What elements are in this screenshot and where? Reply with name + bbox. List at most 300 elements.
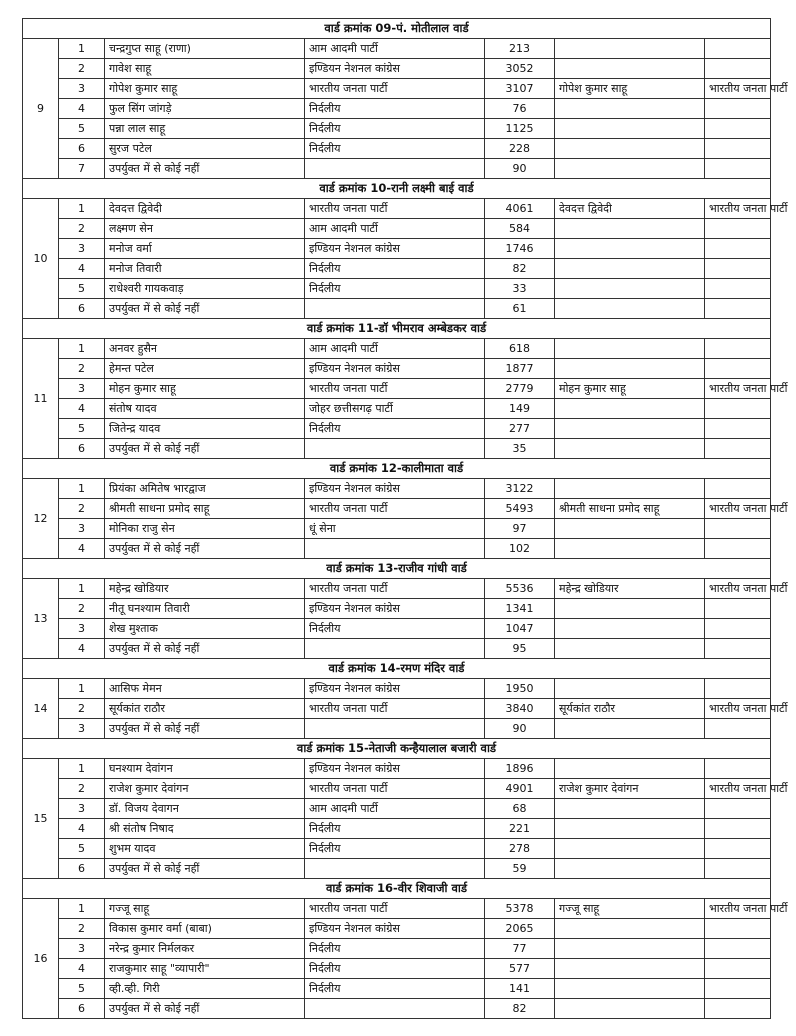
party-cell: [305, 639, 485, 659]
candidate-name-cell: लक्ष्मण सेन: [105, 219, 305, 239]
serial-number-cell: 1: [59, 39, 105, 59]
table-row: [23, 119, 771, 139]
table-row: [23, 899, 771, 919]
winner-party-cell: [705, 219, 771, 239]
candidate-name-cell: फुल सिंग जांगड़े: [105, 99, 305, 119]
winner-name-cell: [555, 859, 705, 879]
votes-cell: 577: [485, 959, 555, 979]
table-row: [23, 959, 771, 979]
serial-number-cell: 4: [59, 959, 105, 979]
winner-name-cell: [555, 279, 705, 299]
winner-party-cell: [705, 339, 771, 359]
winner-name-cell: [555, 439, 705, 459]
winner-name-cell: [555, 259, 705, 279]
winner-party-cell: [705, 359, 771, 379]
table-row: [23, 619, 771, 639]
party-cell: निर्दलीय: [305, 259, 485, 279]
ward-header-row: [23, 739, 771, 759]
ward-number: 10: [23, 199, 59, 319]
winner-name-cell: [555, 599, 705, 619]
candidate-name-cell: गोपेश कुमार साहू: [105, 79, 305, 99]
table-row: [23, 819, 771, 839]
serial-number-cell: 3: [59, 719, 105, 739]
party-cell: इण्डियन नेशनल कांग्रेस: [305, 239, 485, 259]
winner-party-cell: भारतीय जनता पार्टी: [705, 579, 771, 599]
winner-name-cell: [555, 479, 705, 499]
winner-name-cell: [555, 839, 705, 859]
winner-name-cell: राजेश कुमार देवांगन: [555, 779, 705, 799]
serial-number-cell: 5: [59, 419, 105, 439]
table-row: [23, 799, 771, 819]
votes-cell: 97: [485, 519, 555, 539]
votes-cell: 149: [485, 399, 555, 419]
table-row: [23, 39, 771, 59]
ward-number: 13: [23, 579, 59, 659]
winner-name-cell: सूर्यकांत राठौर: [555, 699, 705, 719]
winner-name-cell: [555, 39, 705, 59]
ward-header-row: [23, 459, 771, 479]
party-cell: इण्डियन नेशनल कांग्रेस: [305, 479, 485, 499]
party-cell: निर्दलीय: [305, 99, 485, 119]
winner-party-cell: [705, 119, 771, 139]
table-row: [23, 339, 771, 359]
votes-cell: 228: [485, 139, 555, 159]
winner-name-cell: [555, 299, 705, 319]
votes-cell: 4061: [485, 199, 555, 219]
winner-name-cell: [555, 619, 705, 639]
party-cell: निर्दलीय: [305, 959, 485, 979]
ward-title: वार्ड क्रमांक 11-डॉ भीमराव अम्बेडकर वार्ड: [23, 319, 771, 339]
table-row: [23, 159, 771, 179]
votes-cell: 5493: [485, 499, 555, 519]
serial-number-cell: 1: [59, 899, 105, 919]
ward-header-row: [23, 659, 771, 679]
winner-party-cell: [705, 399, 771, 419]
winner-party-cell: [705, 479, 771, 499]
party-cell: भारतीय जनता पार्टी: [305, 699, 485, 719]
candidate-name-cell: मोनिका राजु सेन: [105, 519, 305, 539]
winner-party-cell: [705, 259, 771, 279]
winner-party-cell: [705, 599, 771, 619]
votes-cell: 584: [485, 219, 555, 239]
candidate-name-cell: घनश्याम देवांगन: [105, 759, 305, 779]
party-cell: निर्दलीय: [305, 279, 485, 299]
table-row: [23, 839, 771, 859]
winner-name-cell: [555, 759, 705, 779]
serial-number-cell: 2: [59, 499, 105, 519]
table-row: [23, 779, 771, 799]
votes-cell: 1746: [485, 239, 555, 259]
table-row: [23, 279, 771, 299]
serial-number-cell: 5: [59, 839, 105, 859]
winner-party-cell: [705, 419, 771, 439]
candidate-name-cell: देवदत्त द्विवेदी: [105, 199, 305, 219]
winner-name-cell: [555, 239, 705, 259]
votes-cell: 76: [485, 99, 555, 119]
ward-title: वार्ड क्रमांक 16-वीर शिवाजी वार्ड: [23, 879, 771, 899]
serial-number-cell: 5: [59, 279, 105, 299]
ward-number: 12: [23, 479, 59, 559]
serial-number-cell: 1: [59, 339, 105, 359]
party-cell: धूं सेना: [305, 519, 485, 539]
serial-number-cell: 1: [59, 479, 105, 499]
votes-cell: 277: [485, 419, 555, 439]
ward-header-row: [23, 179, 771, 199]
winner-party-cell: [705, 799, 771, 819]
candidate-name-cell: महेन्द्र खोडियार: [105, 579, 305, 599]
table-row: [23, 599, 771, 619]
candidate-name-cell: संतोष यादव: [105, 399, 305, 419]
table-row: [23, 59, 771, 79]
votes-cell: 33: [485, 279, 555, 299]
results-table: [22, 18, 788, 1019]
candidate-name-cell: उपर्युक्त में से कोई नहीं: [105, 299, 305, 319]
winner-name-cell: [555, 999, 705, 1019]
votes-cell: 213: [485, 39, 555, 59]
winner-name-cell: [555, 359, 705, 379]
winner-name-cell: [555, 99, 705, 119]
party-cell: इण्डियन नेशनल कांग्रेस: [305, 759, 485, 779]
serial-number-cell: 7: [59, 159, 105, 179]
candidate-name-cell: मोहन कुमार साहू: [105, 379, 305, 399]
winner-name-cell: [555, 979, 705, 999]
ward-number: 14: [23, 679, 59, 739]
party-cell: भारतीय जनता पार्टी: [305, 379, 485, 399]
serial-number-cell: 6: [59, 299, 105, 319]
table-row: [23, 79, 771, 99]
party-cell: इण्डियन नेशनल कांग्रेस: [305, 599, 485, 619]
ward-number: 9: [23, 39, 59, 179]
table-row: [23, 239, 771, 259]
table-row: [23, 699, 771, 719]
table-row: [23, 759, 771, 779]
votes-cell: 221: [485, 819, 555, 839]
winner-name-cell: गोपेश कुमार साहू: [555, 79, 705, 99]
winner-party-cell: [705, 99, 771, 119]
votes-cell: 59: [485, 859, 555, 879]
votes-cell: 90: [485, 159, 555, 179]
serial-number-cell: 3: [59, 519, 105, 539]
table-row: [23, 419, 771, 439]
winner-party-cell: [705, 719, 771, 739]
winner-party-cell: भारतीय जनता पार्टी: [705, 499, 771, 519]
winner-party-cell: [705, 959, 771, 979]
winner-name-cell: देवदत्त द्विवेदी: [555, 199, 705, 219]
candidate-name-cell: श्री संतोष निषाद: [105, 819, 305, 839]
serial-number-cell: 1: [59, 759, 105, 779]
winner-name-cell: [555, 719, 705, 739]
serial-number-cell: 1: [59, 579, 105, 599]
candidate-name-cell: सुरज पटेल: [105, 139, 305, 159]
serial-number-cell: 4: [59, 539, 105, 559]
party-cell: जोहर छत्तीसगढ़ पार्टी: [305, 399, 485, 419]
party-cell: आम आदमी पार्टी: [305, 39, 485, 59]
party-cell: निर्दलीय: [305, 139, 485, 159]
party-cell: भारतीय जनता पार्टी: [305, 899, 485, 919]
winner-name-cell: गज्जू साहू: [555, 899, 705, 919]
party-cell: [305, 539, 485, 559]
party-cell: निर्दलीय: [305, 119, 485, 139]
table-row: [23, 99, 771, 119]
winner-party-cell: भारतीय जनता पार्टी: [705, 899, 771, 919]
winner-party-cell: भारतीय जनता पार्टी: [705, 379, 771, 399]
ward-title: वार्ड क्रमांक 14-रमण मंदिर वार्ड: [23, 659, 771, 679]
serial-number-cell: 5: [59, 119, 105, 139]
serial-number-cell: 3: [59, 239, 105, 259]
party-cell: [305, 719, 485, 739]
winner-party-cell: [705, 159, 771, 179]
ward-title: वार्ड क्रमांक 13-राजीव गांधी वार्ड: [23, 559, 771, 579]
party-cell: [305, 439, 485, 459]
winner-party-cell: [705, 619, 771, 639]
party-cell: इण्डियन नेशनल कांग्रेस: [305, 919, 485, 939]
serial-number-cell: 3: [59, 619, 105, 639]
votes-cell: 278: [485, 839, 555, 859]
votes-cell: 82: [485, 999, 555, 1019]
candidate-name-cell: जितेन्द्र यादव: [105, 419, 305, 439]
election-results-document: [22, 18, 788, 1019]
votes-cell: 35: [485, 439, 555, 459]
table-row: [23, 479, 771, 499]
votes-cell: 1047: [485, 619, 555, 639]
candidate-name-cell: राजकुमार साहू "व्यापारी": [105, 959, 305, 979]
votes-cell: 5378: [485, 899, 555, 919]
winner-name-cell: [555, 139, 705, 159]
candidate-name-cell: नीतू घनश्याम तिवारी: [105, 599, 305, 619]
candidate-name-cell: पन्ना लाल साहू: [105, 119, 305, 139]
winner-name-cell: [555, 119, 705, 139]
serial-number-cell: 2: [59, 359, 105, 379]
serial-number-cell: 4: [59, 99, 105, 119]
votes-cell: 95: [485, 639, 555, 659]
ward-header-row: [23, 559, 771, 579]
winner-party-cell: [705, 139, 771, 159]
serial-number-cell: 3: [59, 379, 105, 399]
table-row: [23, 939, 771, 959]
serial-number-cell: 2: [59, 219, 105, 239]
votes-cell: 3052: [485, 59, 555, 79]
candidate-name-cell: उपर्युक्त में से कोई नहीं: [105, 539, 305, 559]
candidate-name-cell: गावेश साहू: [105, 59, 305, 79]
votes-cell: 1877: [485, 359, 555, 379]
party-cell: निर्दलीय: [305, 839, 485, 859]
winner-name-cell: [555, 159, 705, 179]
ward-header-row: [23, 19, 771, 39]
votes-cell: 82: [485, 259, 555, 279]
winner-party-cell: [705, 239, 771, 259]
serial-number-cell: 2: [59, 779, 105, 799]
winner-name-cell: [555, 519, 705, 539]
serial-number-cell: 4: [59, 259, 105, 279]
winner-name-cell: [555, 399, 705, 419]
table-row: [23, 399, 771, 419]
serial-number-cell: 4: [59, 399, 105, 419]
serial-number-cell: 6: [59, 439, 105, 459]
table-row: [23, 579, 771, 599]
candidate-name-cell: उपर्युक्त में से कोई नहीं: [105, 159, 305, 179]
party-cell: भारतीय जनता पार्टी: [305, 579, 485, 599]
serial-number-cell: 1: [59, 199, 105, 219]
candidate-name-cell: हेमन्त पटेल: [105, 359, 305, 379]
winner-party-cell: [705, 839, 771, 859]
serial-number-cell: 1: [59, 679, 105, 699]
winner-party-cell: [705, 819, 771, 839]
winner-name-cell: [555, 419, 705, 439]
serial-number-cell: 2: [59, 699, 105, 719]
table-row: [23, 539, 771, 559]
table-row: [23, 679, 771, 699]
party-cell: आम आदमी पार्टी: [305, 339, 485, 359]
party-cell: निर्दलीय: [305, 979, 485, 999]
party-cell: भारतीय जनता पार्टी: [305, 779, 485, 799]
votes-cell: 68: [485, 799, 555, 819]
candidate-name-cell: शुभम यादव: [105, 839, 305, 859]
party-cell: [305, 859, 485, 879]
votes-cell: 4901: [485, 779, 555, 799]
ward-number: 11: [23, 339, 59, 459]
winner-name-cell: [555, 539, 705, 559]
votes-cell: 2779: [485, 379, 555, 399]
votes-cell: 2065: [485, 919, 555, 939]
party-cell: भारतीय जनता पार्टी: [305, 199, 485, 219]
winner-party-cell: [705, 39, 771, 59]
votes-cell: 61: [485, 299, 555, 319]
winner-party-cell: [705, 279, 771, 299]
table-row: [23, 719, 771, 739]
votes-cell: 1950: [485, 679, 555, 699]
party-cell: इण्डियन नेशनल कांग्रेस: [305, 59, 485, 79]
table-row: [23, 639, 771, 659]
winner-party-cell: भारतीय जनता पार्टी: [705, 199, 771, 219]
candidate-name-cell: शेख मुश्ताक: [105, 619, 305, 639]
winner-party-cell: [705, 639, 771, 659]
party-cell: आम आदमी पार्टी: [305, 219, 485, 239]
votes-cell: 141: [485, 979, 555, 999]
party-cell: आम आदमी पार्टी: [305, 799, 485, 819]
table-row: [23, 859, 771, 879]
candidate-name-cell: उपर्युक्त में से कोई नहीं: [105, 719, 305, 739]
candidate-name-cell: श्रीमती साधना प्रमोद साहू: [105, 499, 305, 519]
serial-number-cell: 3: [59, 799, 105, 819]
ward-title: वार्ड क्रमांक 12-कालीमाता वार्ड: [23, 459, 771, 479]
table-row: [23, 379, 771, 399]
winner-party-cell: भारतीय जनता पार्टी: [705, 79, 771, 99]
table-row: [23, 259, 771, 279]
candidate-name-cell: मनोज वर्मा: [105, 239, 305, 259]
serial-number-cell: 2: [59, 59, 105, 79]
candidate-name-cell: डॉ. विजय देवागन: [105, 799, 305, 819]
table-row: [23, 519, 771, 539]
ward-header-row: [23, 319, 771, 339]
winner-party-cell: [705, 979, 771, 999]
candidate-name-cell: मनोज तिवारी: [105, 259, 305, 279]
winner-name-cell: [555, 959, 705, 979]
winner-name-cell: [555, 639, 705, 659]
winner-party-cell: [705, 999, 771, 1019]
winner-party-cell: [705, 519, 771, 539]
table-row: [23, 219, 771, 239]
serial-number-cell: 6: [59, 859, 105, 879]
winner-name-cell: [555, 819, 705, 839]
winner-party-cell: भारतीय जनता पार्टी: [705, 699, 771, 719]
winner-name-cell: [555, 339, 705, 359]
candidate-name-cell: आसिफ मेमन: [105, 679, 305, 699]
candidate-name-cell: अनवर हुसैन: [105, 339, 305, 359]
winner-name-cell: [555, 919, 705, 939]
candidate-name-cell: गज्जू साहू: [105, 899, 305, 919]
serial-number-cell: 3: [59, 939, 105, 959]
votes-cell: 1125: [485, 119, 555, 139]
candidate-name-cell: राजेश कुमार देवांगन: [105, 779, 305, 799]
serial-number-cell: 6: [59, 139, 105, 159]
winner-party-cell: [705, 439, 771, 459]
party-cell: भारतीय जनता पार्टी: [305, 79, 485, 99]
candidate-name-cell: उपर्युक्त में से कोई नहीं: [105, 439, 305, 459]
serial-number-cell: 2: [59, 599, 105, 619]
winner-name-cell: श्रीमती साधना प्रमोद साहू: [555, 499, 705, 519]
party-cell: निर्दलीय: [305, 939, 485, 959]
table-row: [23, 439, 771, 459]
table-row: [23, 199, 771, 219]
party-cell: निर्दलीय: [305, 419, 485, 439]
winner-name-cell: महेन्द्र खोडियार: [555, 579, 705, 599]
serial-number-cell: 2: [59, 919, 105, 939]
table-row: [23, 139, 771, 159]
table-row: [23, 359, 771, 379]
ward-title: वार्ड क्रमांक 10-रानी लक्ष्मी बाई वार्ड: [23, 179, 771, 199]
votes-cell: 90: [485, 719, 555, 739]
table-row: [23, 999, 771, 1019]
winner-party-cell: [705, 679, 771, 699]
votes-cell: 102: [485, 539, 555, 559]
party-cell: निर्दलीय: [305, 819, 485, 839]
candidate-name-cell: प्रियंका अमितेष भारद्वाज: [105, 479, 305, 499]
candidate-name-cell: उपर्युक्त में से कोई नहीं: [105, 859, 305, 879]
serial-number-cell: 4: [59, 639, 105, 659]
winner-party-cell: भारतीय जनता पार्टी: [705, 779, 771, 799]
candidate-name-cell: राधेश्वरी गायकवाड़: [105, 279, 305, 299]
winner-name-cell: मोहन कुमार साहू: [555, 379, 705, 399]
votes-cell: 5536: [485, 579, 555, 599]
winner-name-cell: [555, 219, 705, 239]
party-cell: इण्डियन नेशनल कांग्रेस: [305, 359, 485, 379]
ward-number: 15: [23, 759, 59, 879]
votes-cell: 618: [485, 339, 555, 359]
table-row: [23, 299, 771, 319]
ward-title: वार्ड क्रमांक 09-पं. मोतीलाल वार्ड: [23, 19, 771, 39]
winner-party-cell: [705, 59, 771, 79]
party-cell: [305, 159, 485, 179]
candidate-name-cell: व्ही.व्ही. गिरी: [105, 979, 305, 999]
votes-cell: 1341: [485, 599, 555, 619]
candidate-name-cell: विकास कुमार वर्मा (बाबा): [105, 919, 305, 939]
candidate-name-cell: उपर्युक्त में से कोई नहीं: [105, 639, 305, 659]
winner-name-cell: [555, 679, 705, 699]
winner-name-cell: [555, 59, 705, 79]
party-cell: निर्दलीय: [305, 619, 485, 639]
results-body: [23, 19, 788, 1019]
table-row: [23, 499, 771, 519]
serial-number-cell: 3: [59, 79, 105, 99]
ward-header-row: [23, 879, 771, 899]
candidate-name-cell: सूर्यकांत राठौर: [105, 699, 305, 719]
votes-cell: 3122: [485, 479, 555, 499]
votes-cell: 3107: [485, 79, 555, 99]
votes-cell: 3840: [485, 699, 555, 719]
serial-number-cell: 4: [59, 819, 105, 839]
ward-title: वार्ड क्रमांक 15-नेताजी कन्हैयालाल बजारी वार्ड: [23, 739, 771, 759]
party-cell: [305, 299, 485, 319]
